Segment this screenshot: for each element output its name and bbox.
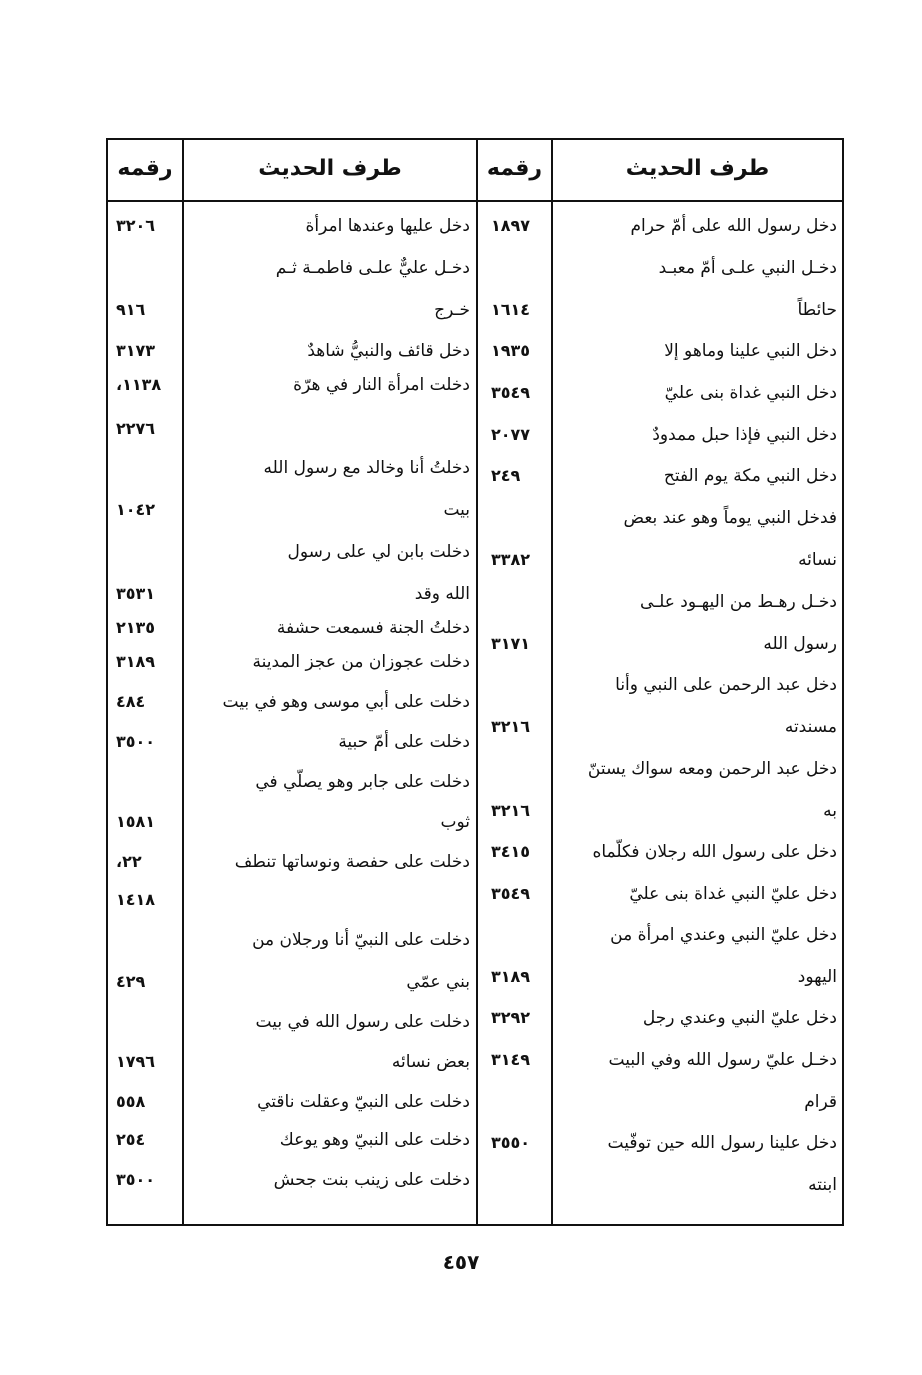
hadith-number: ٣١٧٣ bbox=[116, 341, 156, 360]
hadith-text: دخل قائف والنبيُّ شاهدٌ bbox=[307, 341, 470, 361]
hadith-number: ٣٢١٦ bbox=[491, 801, 531, 820]
hadith-text: دخل النبي مكة يوم الفتح bbox=[663, 466, 837, 486]
hadith-text: دخلت على رسول الله في بيت bbox=[255, 1012, 470, 1032]
hadith-number: ٢٥٤ bbox=[116, 1130, 146, 1149]
hadith-text: فدخل النبي يوماً وهو عند بعض bbox=[623, 508, 837, 528]
hadith-text: دخل عليّ النبي وعندي رجل bbox=[642, 1008, 837, 1028]
hadith-text: دخـل عليٌّ علـى فاطمـة ثـم bbox=[275, 258, 470, 278]
column-divider bbox=[182, 140, 184, 1224]
hadith-number: ٣٥٠٠ bbox=[116, 732, 156, 751]
hadith-number: ١٨٩٧ bbox=[491, 216, 531, 235]
hadith-text: الله وقد bbox=[414, 584, 470, 604]
hadith-number: ١٥٨١ bbox=[116, 812, 156, 831]
hadith-number: ٣٥٤٩ bbox=[491, 884, 531, 903]
hadith-text: دخلت بابن لي على رسول bbox=[287, 542, 470, 562]
hadith-number: ٣١٧١ bbox=[491, 634, 531, 653]
hadith-number: ٥٥٨ bbox=[116, 1092, 146, 1111]
hadith-text: خـرج bbox=[434, 300, 470, 320]
hadith-text: حائطاً bbox=[797, 300, 837, 320]
hadith-number: ٣١٤٩ bbox=[491, 1050, 531, 1069]
hadith-text: رسول الله bbox=[763, 634, 837, 654]
hadith-number: ١٤١٨ bbox=[116, 890, 156, 909]
hadith-number: ٣٤١٥ bbox=[491, 842, 531, 861]
hadith-number: ٣٥٥٠ bbox=[491, 1133, 531, 1152]
hadith-number: ٩١٦ bbox=[116, 300, 146, 319]
hadith-text: دخلت على أبي موسى وهو في بيت bbox=[222, 692, 470, 712]
hadith-text: قرام bbox=[804, 1092, 837, 1112]
hadith-number: ٣٢١٦ bbox=[491, 717, 531, 736]
hadith-text: دخلت على النبيّ وهو يوعك bbox=[279, 1130, 470, 1150]
hadith-number: ٣٢٠٦ bbox=[116, 216, 156, 235]
header-right-hadith: طرف الحديث bbox=[625, 156, 770, 181]
page-number: ٤٥٧ bbox=[442, 1250, 480, 1274]
hadith-number: ١٧٩٦ bbox=[116, 1052, 156, 1071]
hadith-number: ٤٢٩ bbox=[116, 972, 146, 991]
hadith-text: دخلت على جابر وهو يصلّي في bbox=[255, 772, 470, 792]
hadith-text: دخـل رهـط من اليهـود علـى bbox=[639, 592, 837, 612]
header-left-num: رقمه bbox=[117, 156, 173, 181]
hadith-text: دخل عليّ النبي غداة بنى عليّ bbox=[629, 884, 837, 904]
hadith-text: دخل النبي علينا وماهو إلا bbox=[664, 341, 837, 361]
index-table bbox=[106, 138, 844, 1226]
column-divider bbox=[476, 140, 478, 1224]
hadith-number: ٣٥٣١ bbox=[116, 584, 156, 603]
hadith-text: دخلت على زينب بنت جحش bbox=[273, 1170, 470, 1190]
hadith-number: ١١٣٨، bbox=[116, 375, 162, 394]
hadith-number: ٣١٨٩ bbox=[491, 967, 531, 986]
hadith-number: ٢١٣٥ bbox=[116, 618, 156, 637]
hadith-text: اليهود bbox=[797, 967, 837, 987]
hadith-number: ٣١٨٩ bbox=[116, 652, 156, 671]
hadith-text: دخلت على النبيّ وعقلت ناقتي bbox=[257, 1092, 470, 1112]
hadith-number: ٣٢٩٢ bbox=[491, 1008, 531, 1027]
hadith-text: دخـل النبي علـى أمّ معبـد bbox=[658, 258, 837, 278]
hadith-text: به bbox=[823, 801, 837, 821]
hadith-text: دخل علينا رسول الله حين توفّيت bbox=[607, 1133, 837, 1153]
hadith-text: دخل النبي غداة بنى عليّ bbox=[664, 383, 837, 403]
hadith-text: دخل عبد الرحمن على النبي وأنا bbox=[615, 675, 837, 695]
hadith-number: ٣٣٨٢ bbox=[491, 550, 531, 569]
header-left-hadith: طرف الحديث bbox=[258, 156, 402, 181]
hadith-text: دخلت على النبيّ أنا ورجلان من bbox=[252, 930, 470, 950]
hadith-text: دخلتُ الجنة فسمعت حشفة bbox=[276, 618, 470, 638]
hadith-number: ٢٢٧٦ bbox=[116, 419, 156, 438]
header-right-num: رقمه bbox=[486, 156, 543, 181]
hadith-text: دخل عليها وعندها امرأة bbox=[305, 216, 470, 236]
hadith-number: ٢٤٩ bbox=[491, 466, 521, 485]
hadith-text: دخلت امرأة النار في هرّة bbox=[293, 375, 470, 395]
hadith-number: ٢٢، bbox=[116, 852, 142, 871]
hadith-text: دخـل عليّ رسول الله وفي البيت bbox=[608, 1050, 837, 1070]
hadith-text: بيت bbox=[443, 500, 470, 520]
header-divider bbox=[108, 200, 842, 202]
hadith-text: بني عمّي bbox=[406, 972, 470, 992]
hadith-text: دخل عليّ النبي وعندي امرأة من bbox=[610, 925, 837, 945]
hadith-text: دخل عبد الرحمن ومعه سواك يستنّ bbox=[587, 759, 837, 779]
hadith-text: دخلت على أمّ حبية bbox=[338, 732, 470, 752]
hadith-text: دخل على رسول الله رجلان فكلّماه bbox=[592, 842, 837, 862]
hadith-text: مسندته bbox=[784, 717, 837, 737]
hadith-number: ٣٥٤٩ bbox=[491, 383, 531, 402]
hadith-number: ١٠٤٢ bbox=[116, 500, 156, 519]
hadith-number: ٣٥٠٠ bbox=[116, 1170, 156, 1189]
hadith-text: ابنته bbox=[808, 1175, 837, 1195]
hadith-text: دخل النبي فإذا حبل ممدودٌ bbox=[652, 425, 837, 445]
hadith-text: ثوب bbox=[440, 812, 470, 832]
hadith-number: ١٩٣٥ bbox=[491, 341, 531, 360]
hadith-number: ٤٨٤ bbox=[116, 692, 146, 711]
column-divider bbox=[551, 140, 553, 1224]
hadith-text: دخلتُ أنا وخالد مع رسول الله bbox=[263, 458, 470, 478]
hadith-number: ٢٠٧٧ bbox=[491, 425, 531, 444]
hadith-text: دخل رسول الله على أمّ حرام bbox=[630, 216, 837, 236]
hadith-text: بعض نسائه bbox=[391, 1052, 470, 1072]
hadith-number: ١٦١٤ bbox=[491, 300, 531, 319]
hadith-text: دخلت عجوزان من عجز المدينة bbox=[252, 652, 470, 672]
hadith-text: نسائه bbox=[798, 550, 837, 570]
hadith-text: دخلت على حفصة ونوساتها تنطف bbox=[234, 852, 470, 872]
